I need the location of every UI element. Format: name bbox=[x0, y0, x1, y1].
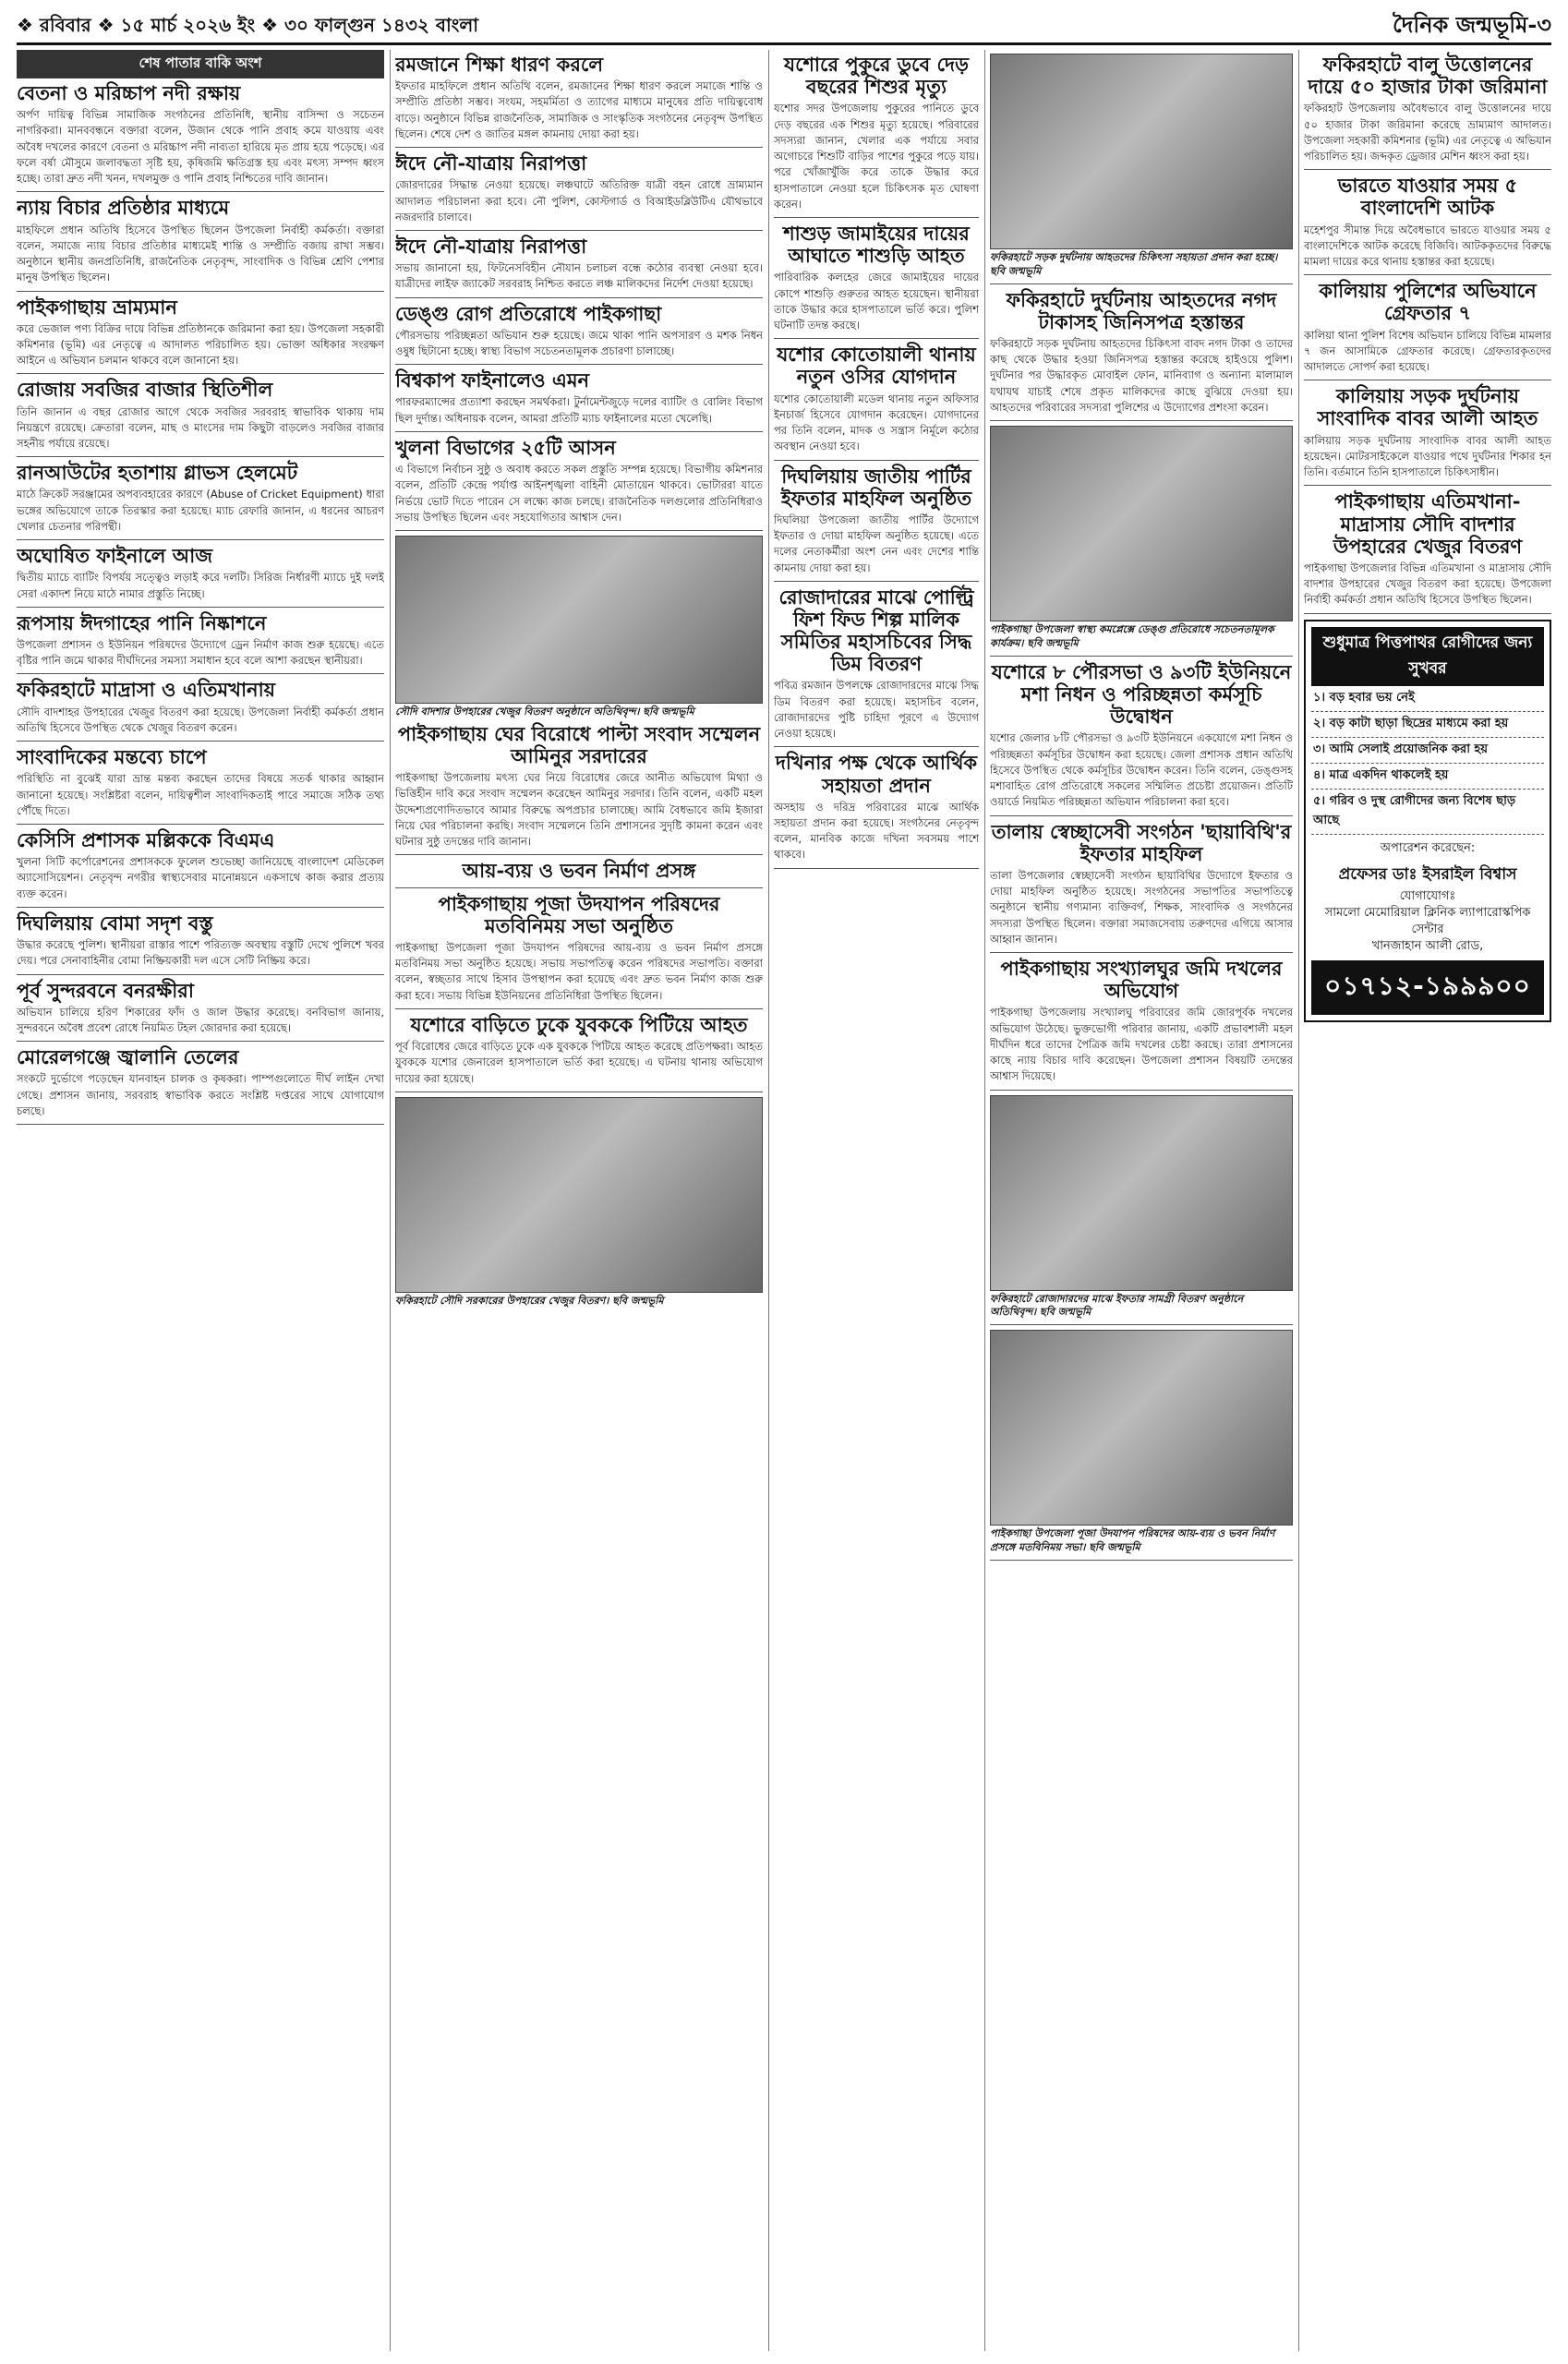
article bbox=[395, 437, 763, 531]
article-body: উপজেলা প্রশাসন ও ইউনিয়ন পরিষদের উদ্যোগে ড্রেন নির্মাণ কাজ শুরু হয়েছে। এতে বৃষ্টির পানি জমে থাকার দীর্ঘদিনের সমস্যা সমাধান হবে বলে আশা করছেন স্থানীয়রা। bbox=[17, 637, 384, 668]
article-body: পাইকগাছা উপজেলার বিভিন্ন এতিমখানা ও মাদ্রাসায় সৌদি বাদশার উপহারের খেজুর বিতরণ করা হয়েছে। উপজেলা নির্বাহী কর্মকর্তা প্রধান অতিথি হিসেবে উপস্থিত ছিলেন। bbox=[1304, 561, 1551, 607]
column-1 bbox=[17, 50, 384, 2351]
article bbox=[17, 746, 384, 825]
news-photo bbox=[990, 1095, 1293, 1291]
newspaper-brand: দৈনিক জন্মভূমি-৩ bbox=[1393, 11, 1551, 38]
article-body: পারিবারিক কলহের জেরে জামাইয়ের দায়ের কোপে শাশুড়ি গুরুতর আহত হয়েছেন। স্থানীয়রা তাকে উদ্ধার করে হাসপাতালে ভর্তি করে। পুলিশ ঘটনাটি তদন্ত করছে। bbox=[774, 271, 979, 332]
section-banner: শেষ পাতার বাকি অংশ bbox=[17, 50, 384, 78]
article-divider bbox=[17, 1124, 384, 1125]
article-body: পূর্ব বিরোধের জেরে বাড়িতে ঢুকে এক যুবককে পিটিয়ে আহত করেছে প্রতিপক্ষরা। আহত যুবককে যশোর জেনারেল হাসপাতালে ভর্তি করা হয়েছে। এ ঘটনায় থানায় অভিযোগ দায়ের করা হয়েছে। bbox=[395, 1040, 763, 1085]
article-headline: যশোর কোতোয়ালী থানায় নতুন ওসির যোগদান bbox=[777, 343, 976, 389]
article-body: কালিয়ায় সড়ক দুর্ঘটনায় সাংবাদিক বাবর আলী আহত হয়েছেন। মোটরসাইকেলে যাওয়ার পথে দুর্ঘটনার শিকার হন তিনি। বর্তমানে তিনি হাসপাতালে চিকিৎসাধীন। bbox=[1304, 433, 1551, 479]
article bbox=[17, 980, 384, 1043]
article-divider bbox=[990, 1324, 1293, 1325]
article bbox=[395, 152, 763, 231]
article-divider bbox=[774, 460, 979, 461]
article-body: সভায় জানানো হয়, ফিটনেসবিহীন নৌযান চলাচল বন্ধে কঠোর ব্যবস্থা নেওয়া হবে। যাত্রীদের লাইফ জ্যাকেট সরবরাহ নিশ্চিত করতে লঞ্চ মালিকদের নির্দেশ দেওয়া হয়েছে। bbox=[395, 261, 763, 291]
article-headline: পাইকগাছায় পূজা উদযাপন পরিষদের মতবিনিময় সভা অনুষ্ঠিত bbox=[438, 891, 720, 937]
article-headline: আয়-ব্যয় ও ভবন নির্মাণ প্রসঙ্গ bbox=[462, 859, 696, 883]
news-photo bbox=[990, 426, 1293, 621]
article bbox=[1304, 280, 1551, 380]
article-divider bbox=[1304, 613, 1551, 614]
photo-caption: সৌদি বাদশার উপহারের খেজুর বিতরণ অনুষ্ঠানে অতিথিবৃন্দ। ছবি জন্মভূমি bbox=[395, 706, 694, 718]
article-divider bbox=[17, 824, 384, 825]
article-divider bbox=[395, 364, 763, 365]
article-headline: পূর্ব সুন্দরবনে বনরক্ষীরা bbox=[17, 978, 194, 1002]
article-headline: ন্যায় বিচার প্রতিষ্ঠার মাধ্যমে bbox=[17, 196, 230, 220]
column-divider bbox=[390, 50, 391, 2351]
article-divider bbox=[1304, 485, 1551, 486]
article-divider bbox=[17, 291, 384, 292]
article-body: অসহায় ও দরিদ্র পরিবারের মাঝে আর্থিক সহায়তা প্রদান করা হয়েছে। সংগঠনের নেতৃবৃন্দ বলেন, মানবিক কাজে দখিনা সবসময় পাশে থাকবে। bbox=[774, 800, 979, 862]
photo-caption: ফকিরহাটে সৌদি সরকারের উপহারের খেজুর বিতরণ। ছবি জন্মভূমি bbox=[395, 1294, 664, 1307]
article-headline: যশোরে পুকুরে ডুবে দেড় বছরের শিশুর মৃত্যু bbox=[783, 53, 970, 99]
article-headline: ঈদে নৌ-যাত্রায় নিরাপত্তা bbox=[395, 151, 587, 175]
article-divider bbox=[990, 656, 1293, 657]
article bbox=[395, 303, 763, 366]
column-divider bbox=[1298, 50, 1299, 2351]
ad-phone: ০১৭১২-১৯৯৯০০ bbox=[1311, 960, 1544, 1015]
article bbox=[774, 223, 979, 339]
article bbox=[17, 545, 384, 608]
article-headline: যশোরে বাড়িতে ঢুকে যুবককে পিটিয়ে আহত bbox=[410, 1012, 748, 1036]
article bbox=[774, 752, 979, 868]
article bbox=[774, 586, 979, 748]
article-divider bbox=[395, 887, 763, 888]
article-headline: মোরেলগঞ্জে জ্বালানি তেলের bbox=[17, 1045, 239, 1069]
article-divider bbox=[1304, 169, 1551, 170]
article-headline: বেতনা ও মরিচ্চাপ নদী রক্ষায় bbox=[17, 81, 241, 104]
news-photo bbox=[990, 1330, 1293, 1526]
article-headline: রোজাদারের মাঝে পোল্ট্রি ফিশ ফিড শিল্প মালিক সমিতির মহাসচিবের সিদ্ধ ডিম বিতরণ bbox=[778, 585, 974, 676]
article-headline: ডেঙ্গু রোগ প্রতিরোধে পাইকগাছা bbox=[395, 301, 662, 325]
article bbox=[990, 821, 1293, 954]
article-divider bbox=[395, 297, 763, 298]
page-header bbox=[17, 11, 1551, 45]
article-divider bbox=[395, 854, 763, 855]
article-body: সংকটে দুর্ভোগে পড়েছেন যানবাহন চালক ও কৃষকরা। পাম্পগুলোতে দীর্ঘ লাইন দেখা গেছে। প্রশাসন জানায়, সরবরাহ স্বাভাবিক করতে সংশ্লিষ্ট দপ্তরের সাথে যোগাযোগ চলছে। bbox=[17, 1072, 384, 1117]
article bbox=[17, 829, 384, 908]
article bbox=[17, 912, 384, 975]
article bbox=[17, 1046, 384, 1125]
article-body: সৌদি বাদশাহর উপহারের খেজুর বিতরণ করা হয়েছে। উপজেলা নির্বাহী কর্মকর্তা প্রধান অতিথি হিসেবে উপস্থিত থেকে খেজুর বিতরণ করেন। bbox=[17, 705, 384, 734]
ad-doctor: প্রফেসর ডাঃ ইসরাইল বিশ্বাস bbox=[1338, 864, 1517, 884]
article-body: পাইকগাছা উপজেলা পূজা উদযাপন পরিষদের আয়-ব্যয় ও ভবন নির্মাণ প্রসঙ্গে মতবিনিময় সভা অনুষ্ঠিত হয়েছে। সভায় সভাপতিত্ব করেন পরিষদের সভাপতি। বক্তারা বলেন, স্বচ্ছতার সাথে হিসাব উপস্থাপন করা হয়েছে এবং দ্রুত ভবন নির্মাণ কাজ শুরু করা হবে। সভায় বিভিন্ন ইউনিয়নের প্রতিনিধিরা উপস্থিত ছিলেন। bbox=[395, 940, 763, 1002]
article bbox=[395, 893, 763, 1009]
photo-caption: ফকিরহাটে রোজাদারদের মাঝে ইফতার সামগ্রী বিতরণ অনুষ্ঠানে অতিথিবৃন্দ। ছবি জন্মভূমি bbox=[990, 1292, 1244, 1319]
column-3 bbox=[774, 50, 979, 2351]
article-body: পবিত্র রমজান উপলক্ষে রোজাদারদের মাঝে সিদ্ধ ডিম বিতরণ করা হয়েছে। মহাসচিব বলেন, রোজাদারদের পুষ্টি চাহিদা পূরণে এ উদ্যোগ নেওয়া হয়েছে। bbox=[774, 679, 979, 741]
article-headline: পাইকগাছায় ঘের বিরোধে পাল্টা সংবাদ সম্মেলন আমিনুর সরদারের bbox=[397, 721, 761, 768]
ad-benefit-item: ৫। গরিব ও দুস্থ রোগীদের জন্য বিশেষ ছাড় আছে bbox=[1311, 790, 1544, 835]
article-divider bbox=[990, 1090, 1293, 1091]
article-headline: শাশুড় জামাইয়ের দায়ের আঘাতে শাশুড়ি আহত bbox=[783, 222, 970, 268]
article bbox=[395, 235, 763, 298]
article-divider bbox=[990, 1560, 1293, 1561]
article-divider bbox=[1304, 274, 1551, 275]
article-divider bbox=[990, 815, 1293, 816]
ad-doctor-label: অপারেশন করেছেন: bbox=[1380, 840, 1476, 855]
article-headline: খুলনা বিভাগের ২৫টি আসন bbox=[395, 435, 616, 459]
article-divider bbox=[17, 907, 384, 908]
photo-caption: ফকিরহাটে সড়ক দুর্ঘটনায় আহতদের চিকিৎসা সহায়তা প্রদান করা হচ্ছে। ছবি জন্মভূমি bbox=[990, 251, 1278, 277]
article-headline: কেসিসি প্রশাসক মল্লিককে বিএমএ bbox=[17, 828, 275, 852]
article-body: ফকিরহাট উপজেলায় অবৈধভাবে বালু উত্তোলনের দায়ে ৫০ হাজার টাকা জরিমানা করেছে ভ্রাম্যমাণ আদালত। উপজেলা সহকারী কমিশনার (ভূমি) এর নেতৃত্বে এ অভিযান পরিচালিত হয়। জব্দকৃত ড্রেজার মেশিন ধ্বংস করা হয়। bbox=[1304, 102, 1551, 163]
article-headline: যশোরে ৮ পৌরসভা ও ৯৩টি ইউনিয়নে মশা নিধন ও পরিচ্ছন্নতা কর্মসূচি উদ্বোধন bbox=[991, 659, 1292, 729]
column-divider bbox=[768, 50, 769, 2351]
article-body: খুলনা সিটি কর্পোরেশনের প্রশাসককে ফুলেল শুভেচ্ছা জানিয়েছে বাংলাদেশ মেডিকেল অ্যাসোসিয়েশন। নেতৃবৃন্দ নগরীর স্বাস্থ্যসেবার মানোন্নয়নে একসাথে কাজ করার প্রত্যয় ব্যক্ত করেন। bbox=[17, 855, 384, 900]
article bbox=[395, 1014, 763, 1092]
article-divider bbox=[17, 974, 384, 975]
article bbox=[395, 54, 763, 148]
article-divider bbox=[17, 456, 384, 457]
article bbox=[1304, 490, 1551, 613]
article-divider bbox=[774, 338, 979, 339]
ad-address: খানজাহান আলী রোড, bbox=[1371, 939, 1484, 954]
news-photo bbox=[395, 536, 763, 704]
article bbox=[17, 379, 384, 457]
article bbox=[395, 369, 763, 432]
article-headline: ফকিরহাটে বালু উত্তোলনের দায়ে ৫০ হাজার টাকা জরিমানা bbox=[1308, 53, 1548, 99]
article-headline: দিঘলিয়ায় বোমা সদৃশ বস্তু bbox=[17, 911, 213, 935]
article bbox=[395, 723, 763, 856]
ad-benefit-item: ৩। আমি সেলাই প্রয়োজনিক করা হয় bbox=[1311, 738, 1544, 764]
article bbox=[774, 54, 979, 218]
article-divider bbox=[774, 746, 979, 747]
article-body: এ বিভাগে নির্বাচন সুষ্ঠু ও অবাধ করতে সকল প্রস্তুতি সম্পন্ন হয়েছে। বিভাগীয় কমিশনার বলেন, প্রতিটি কেন্দ্রে পর্যাপ্ত আইনশৃঙ্খলা বাহিনী মোতায়েন থাকবে। ভোটাররা যাতে নির্ভয়ে ভোট দিতে পারেন সে লক্ষ্যে কাজ চলছে। রাজনৈতিক দলগুলোর প্রতিনিধিরাও সভায় উপস্থিত ছিলেন এবং সহযোগিতার আশ্বাস দেন। bbox=[395, 463, 763, 524]
article-headline: দিঘলিয়ায় জাতীয় পার্টির ইফতার মাহফিল অনুষ্ঠিত bbox=[780, 464, 972, 510]
article bbox=[990, 289, 1293, 422]
column-5 bbox=[1304, 50, 1551, 2351]
article-body: করে ভেজাল পণ্য বিক্রির দায়ে বিভিন্ন প্রতিষ্ঠানকে জরিমানা করা হয়। উপজেলা সহকারী কমিশনার (ভূমি) এর নেতৃত্বে এ আদালত পরিচালিত হয়। ভোক্তা অধিকার সংরক্ষণ আইনে এ অভিযান চলমান থাকবে বলে জানানো হয়। bbox=[17, 321, 384, 368]
article-divider bbox=[395, 431, 763, 432]
article-divider bbox=[17, 539, 384, 540]
article-headline: সাংবাদিকের মন্তব্যে চাপে bbox=[17, 745, 207, 769]
article-headline: ফকিরহাটে দুর্ঘটনায় আহতদের নগদ টাকাসহ জিনিসপত্র হস্তান্তর bbox=[1006, 287, 1277, 333]
article-divider bbox=[774, 217, 979, 218]
article-headline: ভারতে যাওয়ার সময় ৫ বাংলাদেশি আটক bbox=[1337, 174, 1518, 220]
article-headline: কালিয়ায় পুলিশের অভিযানে গ্রেফতার ৭ bbox=[1319, 279, 1537, 325]
article-divider bbox=[17, 741, 384, 742]
article-headline: তালায় স্বেচ্ছাসেবী সংগঠন 'ছায়াবিথি'র ইফতার মাহফিল bbox=[991, 819, 1292, 865]
article bbox=[990, 54, 1293, 284]
article bbox=[774, 465, 979, 582]
article bbox=[17, 82, 384, 192]
article-headline: পাইকগাছায় ভ্রাম্যমান bbox=[17, 295, 177, 319]
news-photo bbox=[395, 1097, 763, 1293]
article bbox=[1304, 54, 1551, 170]
article-headline: রূপসায় ঈদগাহের পানি নিষ্কাশনে bbox=[17, 610, 267, 634]
article-divider bbox=[17, 673, 384, 674]
article-body: মাহফিলে প্রধান অতিথি হিসেবে উপস্থিত ছিলেন উপজেলা নির্বাহী কর্মকর্তা। বক্তারা বলেন, সমাজে ন্যায় বিচার প্রতিষ্ঠার মাধ্যমেই শান্তি ও সম্প্রীতি বজায় রাখা সম্ভব। অনুষ্ঠানে স্থানীয় জনপ্রতিনিধি, রাজনৈতিক নেতৃবৃন্দ, সাংবাদিক ও বিভিন্ন শ্রেণি পেশার মানুষ উপস্থিত ছিলেন। bbox=[17, 223, 384, 284]
article-headline: অঘোষিত ফাইনালে আজ bbox=[17, 544, 213, 568]
article-divider bbox=[990, 420, 1293, 421]
column-divider bbox=[984, 50, 985, 2351]
article-headline: দখিনার পক্ষ থেকে আর্থিক সহায়তা প্রদান bbox=[775, 751, 978, 797]
header-date: ❖ রবিবার ❖ ১৫ মার্চ ২০২৬ ইং ❖ ৩০ ফাল্গুন ১৪৩২ বাংলা bbox=[17, 13, 479, 36]
article-body: পাইকগাছা উপজেলায় মৎস্য ঘের নিয়ে বিরোধের জেরে আনীত অভিযোগ মিথ্যা ও ভিত্তিহীন দাবি করে সংবাদ সম্মেলন করেছেন আমিনুর সরদার। তিনি বলেন, একটি মহল উদ্দেশ্যপ্রণোদিতভাবে আমার বিরুদ্ধে অপপ্রচার চালাচ্ছে। আমি বৈধভাবে জমি ইজারা নিয়ে ঘের পরিচালনা করছি। সংবাদ সম্মেলনে তিনি প্রশাসনের সুদৃষ্টি কামনা করেন এবং ঘটনার সুষ্ঠু তদন্তের দাবি জানান। bbox=[395, 771, 763, 849]
column-4 bbox=[990, 50, 1293, 2351]
article-body: ইফতার মাহফিলে প্রধান অতিথি বলেন, রমজানের শিক্ষা ধারণ করলে সমাজে শান্তি ও সম্প্রীতি প্রতিষ্ঠা সম্ভব। সংযম, সহমর্মিতা ও ত্যাগের মাধ্যমে মানুষের প্রতি দায়িত্ববোধ বাড়ে। অনুষ্ঠানে বিভিন্ন রাজনৈতিক, সামাজিক ও সাংস্কৃতিক সংগঠনের নেতৃবৃন্দ উপস্থিত ছিলেন। শেষে দেশ ও জাতির মঙ্গল কামনায় দোয়া করা হয়। bbox=[395, 79, 763, 140]
article-body: জোরদারের সিদ্ধান্ত নেওয়া হয়েছে। লঞ্চঘাটে অতিরিক্ত যাত্রী বহন রোধে ভ্রাম্যমান আদালত পরিচালনা করা হবে। নৌ পুলিশ, কোস্টগার্ড ও বিআইডব্লিউটিএ যৌথভাবে নজরদারি চালাবে। bbox=[395, 178, 763, 223]
article-headline: রোজায় সবজির বাজার স্থিতিশীল bbox=[17, 378, 273, 402]
article-body: মহেশপুর সীমান্ত দিয়ে অবৈধভাবে ভারতে যাওয়ার সময় ৫ বাংলাদেশিকে আটক করেছে বিজিবি। আটককৃতদের বিরুদ্ধে মামলা দায়ের করে থানায় হস্তান্তর করা হয়েছে। bbox=[1304, 223, 1551, 269]
article-headline: রমজানে শিক্ষা ধারণ করলে bbox=[395, 53, 603, 76]
article-body: পাইকগাছা উপজেলায় সংখ্যালঘু পরিবারের জমি জোরপূর্বক দখলের অভিযোগ উঠেছে। ভুক্তভোগী পরিবার জানায়, একটি প্রভাবশালী মহল দীর্ঘদিন ধরে তাদের পৈত্রিক জমি দখলের চেষ্টা করছে। তারা প্রশাসনের কাছে ন্যায় বিচার দাবি করেছেন। উপজেলা প্রশাসন বিষয়টি তদন্তের আশ্বাস দিয়েছে। bbox=[990, 1006, 1293, 1083]
article-headline: বিশ্বকাপ ফাইনালেও এমন bbox=[395, 368, 590, 392]
ad-benefit-item: ২। বড় কাটা ছাড়া ছিদ্রের মাধ্যমে করা হয় bbox=[1311, 712, 1544, 738]
article-headline: ঈদে নৌ-যাত্রায় নিরাপত্তা bbox=[395, 235, 587, 259]
article-divider bbox=[17, 607, 384, 608]
article-divider bbox=[395, 530, 763, 531]
article-body: পারফরম্যান্সের প্রত্যাশা করছেন সমর্থকরা। টুর্নামেন্টজুড়ে দলের ব্যাটিং ও বোলিং বিভাগ ছিল দুর্দান্ত। অধিনায়ক বলেন, আমরা প্রতিটি ম্যাচ ফাইনালের মতো খেলেছি। bbox=[395, 395, 763, 425]
article bbox=[17, 612, 384, 675]
ad-benefit-item: ৪। মাত্র একদিন থাকলেই হয় bbox=[1311, 764, 1544, 790]
article-body: পরিস্থিতি না বুঝেই যারা ভ্রান্ত মন্তব্য করছেন তাদের বিষয়ে সতর্ক থাকার আহ্বান জানানো হয়েছে। সংশ্লিষ্টরা বলেন, দায়িত্বশীল সাংবাদিকতাই পারে সমাজে সঠিক তথ্য পৌঁছে দিতে। bbox=[17, 772, 384, 817]
article bbox=[990, 1095, 1293, 1326]
article-divider bbox=[395, 1008, 763, 1009]
ad-clinic: সামলো মেমোরিয়াল ক্লিনিক ল্যাপারোস্কপিক সেন্টার bbox=[1324, 905, 1531, 937]
article-body: তালা উপজেলার স্বেচ্ছাসেবী সংগঠন ছায়াবিথির উদ্যোগে ইফতার ও দোয়া মাহফিল অনুষ্ঠিত হয়েছে। সংগঠনের সভাপতির সভাপতিত্বে অনুষ্ঠানে স্থানীয় গণ্যমান্য ব্যক্তিবর্গ, শিক্ষক, সাংবাদিক ও সংগঠনের সদস্যরা উপস্থিত ছিলেন। বক্তারা সমাজসেবায় তরুণদের এগিয়ে আসার আহ্বান জানান। bbox=[990, 868, 1293, 946]
news-photo bbox=[990, 54, 1293, 249]
article-body: যশোর সদর উপজেলায় পুকুরের পানিতে ডুবে দেড় বছরের এক শিশুর মৃত্যু হয়েছে। পরিবারের সদস্যরা জানান, খেলার এক পর্যায়ে সবার অগোচরে শিশুটি বাড়ির পাশের পুকুরে পড়ে যায়। পরে খোঁজাখুঁজি করে তাকে উদ্ধার করে হাসপাতালে নেওয়া হলে চিকিৎসক মৃত ঘোষণা করেন। bbox=[774, 102, 979, 211]
column-2 bbox=[395, 50, 763, 2351]
article-headline: ফকিরহাটে মাদ্রাসা ও এতিমখানায় bbox=[17, 678, 276, 702]
article-divider bbox=[774, 868, 979, 869]
article-divider bbox=[395, 147, 763, 148]
ad-benefit-item: ১। বড় হবার ভয় নেই bbox=[1311, 686, 1544, 712]
article bbox=[990, 958, 1293, 1091]
article bbox=[395, 860, 763, 887]
article-body: পৌরসভায় পরিচ্ছন্নতা অভিযান শুরু হয়েছে। জমে থাকা পানি অপসারণ ও মশক নিধন ওষুধ ছিটানো হচ্ছে। স্বাস্থ্য বিভাগ সচেতনতামূলক প্রচারণা চালাচ্ছে। bbox=[395, 328, 763, 358]
article-divider bbox=[990, 283, 1293, 284]
article-body: যশোর জেলার ৮টি পৌরসভা ও ৯৩টি ইউনিয়নে একযোগে মশা নিধন ও পরিচ্ছন্নতা কর্মসূচির উদ্বোধন করা হয়েছে। জেলা প্রশাসক প্রধান অতিথি হিসেবে উপস্থিত থেকে কর্মসূচির উদ্বোধন করেন। তিনি বলেন, ডেঙ্গুসহ মশাবাহিত রোগ প্রতিরোধে সকলের সম্মিলিত প্রচেষ্টা প্রয়োজন। প্রতিটি ওয়ার্ডে নিয়মিত পরিচ্ছন্নতা অভিযান পরিচালনা করা হবে। bbox=[990, 731, 1293, 809]
article-divider bbox=[990, 952, 1293, 953]
article bbox=[990, 661, 1293, 816]
article-body: কালিয়া থানা পুলিশ বিশেষ অভিযান চালিয়ে বিভিন্ন মামলার ৭ জন আসামিকে গ্রেফতার করেছে। গ্রেফতারকৃতদের আদালতে সোপর্দ করা হয়েছে। bbox=[1304, 328, 1551, 374]
article-body: অর্পণ দায়িত্ব বিভিন্ন সামাজিক সংগঠনের প্রতিনিধি, স্থানীয় বাসিন্দা ও সচেতন নাগরিকরা। মানববন্ধনে বক্তারা বলেন, উজান থেকে পানি প্রবাহ কমে যাওয়ায় এবং অবৈধ দখলের কারণে বেতনা ও মরিচ্চাপ নদী নাব্যতা হারিয়ে মৃত প্রায় হয়ে পড়েছে। এর ফলে বর্ষা মৌসুমে জলাবদ্ধতা সৃষ্টি হয়, কৃষিজমি ক্ষতিগ্রস্ত হয় এবং মৎস্য সম্পদ ধ্বংস হচ্ছে। তারা দ্রুত নদী খনন, দখলমুক্ত ও পানি প্রবাহ নিশ্চিতের দাবি জানান। bbox=[17, 108, 384, 186]
ad-contact-label: যোগাযোগঃ bbox=[1399, 888, 1456, 903]
article-divider bbox=[395, 230, 763, 231]
article-body: মাঠে ক্রিকেট সরঞ্জামের অপব্যবহারের কারণে (Abuse of Cricket Equipment) ধারা ভঙ্গের অভিযোগে তাকে তিরস্কার করা হয়েছে। ম্যাচ রেফারি জানান, এ ধরনের আচরণ খেলার চেতনার পরিপন্থী। bbox=[17, 488, 384, 533]
article-body: অভিযান চালিয়ে হরিণ শিকারের ফাঁদ ও জাল উদ্ধার করেছে। বনবিভাগ জানায়, সুন্দরবনে অবৈধ প্রবেশ রোধে নিয়মিত টহল জোরদার করা হয়েছে। bbox=[17, 1005, 384, 1034]
article-divider bbox=[17, 373, 384, 374]
article-divider bbox=[17, 191, 384, 192]
article-body: তিনি জানান এ বছর রোজার আগে থেকে সবজির সরবরাহ স্বাভাবিক থাকায় দাম নিয়ন্ত্রণে রয়েছে। ক্রেতারা বলেন, মাছ ও মাংসের দাম কিছুটা বাড়লেও সবজির বাজার সহনীয় পর্যায়ে রয়েছে। bbox=[17, 404, 384, 451]
article bbox=[17, 462, 384, 540]
article bbox=[774, 344, 979, 460]
article-headline: পাইকগাছায় এতিমখানা-মাদ্রাসায় সৌদি বাদশার উপহারের খেজুর বিতরণ bbox=[1333, 489, 1523, 558]
photo-caption: পাইকগাছা উপজেলা পূজা উদযাপন পরিষদের আয়-ব্যয় ও ভবন নির্মাণ প্রসঙ্গে মতবিনিময় সভা। ছবি জন্মভূমি bbox=[990, 1527, 1275, 1554]
article-divider bbox=[774, 581, 979, 582]
article-headline: কালিয়ায় সড়ক দুর্ঘটনায় সাংবাদিক বাবর আলী আহত bbox=[1317, 384, 1538, 430]
article-body: ফকিরহাটে সড়ক দুর্ঘটনায় আহতদের চিকিৎসা বাবদ নগদ টাকা ও তাদের কাছ থেকে উদ্ধার হওয়া জিনিসপত্র হস্তান্তর করেছে হাইওয়ে পুলিশ। দুর্ঘটনার পর উদ্ধারকৃত মোবাইল ফোন, মানিব্যাগ ও অন্যান্য মালামাল যথাযথ যাচাই শেষে প্রকৃত মালিকদের কাছে বুঝিয়ে দেওয়া হয়। আহতদের পরিবারের সদস্যরা পুলিশের এ উদ্যোগের প্রশংসা করেন। bbox=[990, 336, 1293, 414]
article bbox=[17, 296, 384, 375]
article-body: দিঘলিয়া উপজেলা জাতীয় পার্টির উদ্যোগে ইফতার ও দোয়া মাহফিল অনুষ্ঠিত হয়েছে। এতে দলের নেতাকর্মীরা অংশ নেন এবং দেশের শান্তি কামনায় দোয়া করা হয়। bbox=[774, 513, 979, 574]
article bbox=[17, 679, 384, 742]
photo-caption: পাইকগাছা উপজেলা স্বাস্থ্য কমপ্লেক্সে ডেঙ্গু প্রতিরোধে সচেতনতামূলক কার্যক্রম। ছবি জন্মভূমি bbox=[990, 623, 1274, 650]
article-divider bbox=[17, 1041, 384, 1042]
article bbox=[1304, 385, 1551, 486]
article bbox=[1304, 175, 1551, 275]
article-body: দ্বিতীয় ম্যাচে ব্যাটিং বিপর্যয় সত্ত্বেও লড়াই করে দলটি। সিরিজ নির্ধারণী ম্যাচে দুই দলই সেরা একাদশ নিয়ে মাঠে নামার প্রস্তুতি নিচ্ছে। bbox=[17, 571, 384, 600]
article-headline: পাইকগাছায় সংখ্যালঘুর জমি দখলের অভিযোগ bbox=[1000, 957, 1283, 1003]
article-body: উদ্ধার করেছে পুলিশ। স্থানীয়রা রাস্তার পাশে পরিত্যক্ত অবস্থায় বস্তুটি দেখে পুলিশে খবর দেয়। পরে সেনাবাহিনীর বোমা নিষ্ক্রিয়কারী দল এসে সেটি নিষ্ক্রিয় করে। bbox=[17, 938, 384, 968]
article-headline: রানআউটের হতাশায় গ্লাভস হেলমেট bbox=[17, 461, 298, 485]
ad-headline: শুধুমাত্র পিত্তপাথর রোগীদের জন্য সুখবর bbox=[1311, 627, 1544, 686]
article bbox=[990, 426, 1293, 657]
article bbox=[17, 197, 384, 291]
article bbox=[990, 1330, 1293, 1561]
article-body: যশোর কোতোয়ালী মডেল থানায় নতুন অফিসার ইনচার্জ হিসেবে যোগদান করেছেন। যোগদানের পর তিনি বলেন, মাদক ও সন্ত্রাস নির্মূলে কঠোর অবস্থান নেওয়া হবে। bbox=[774, 392, 979, 453]
clinic-advertisement bbox=[1304, 620, 1551, 1023]
